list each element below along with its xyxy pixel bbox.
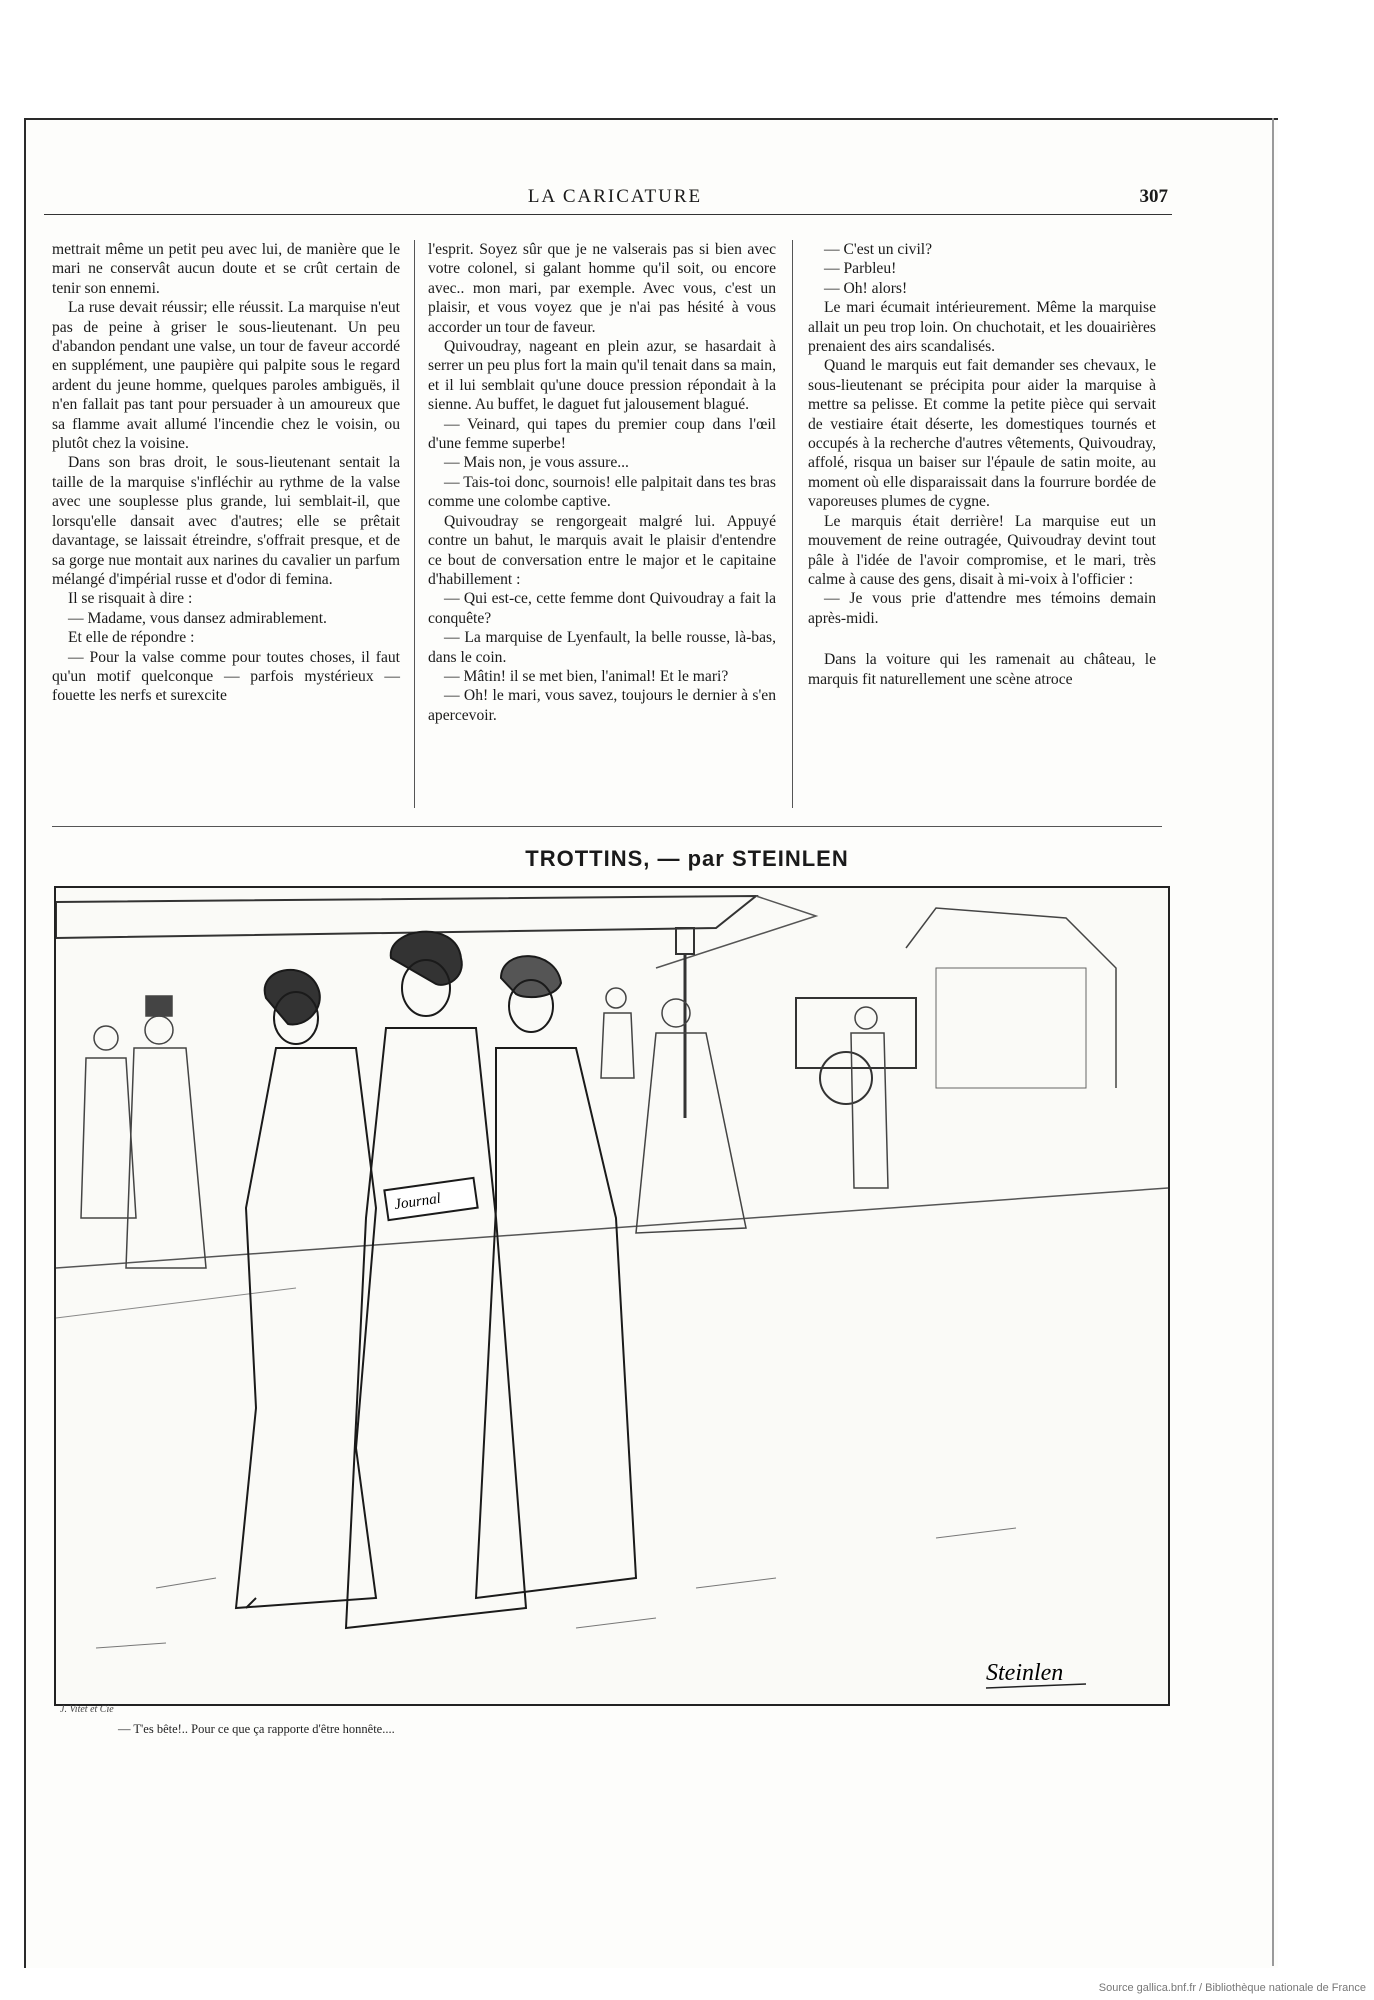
paragraph: Dans la voiture qui les ramenait au château, le marquis fit naturellement une scène atroce: [808, 651, 1156, 688]
paragraph: La ruse devait réussir; elle réussit. La marquise n'eut pas de peine à griser le sous-lieutenant. Un peu d'abandon pendant une valse, un tour de faveur accordé en supplément, une paupière qui palpite sous le regard ardent du jeune homme, quelques paroles ambiguës, il n'en fallait pas tant pour persuader à un amoureux que sa flamme avait allumé l'incendie chez le voisin, ou plutôt chez la voisine.: [52, 299, 400, 453]
curb: [56, 1288, 296, 1318]
column-separator: [414, 240, 415, 808]
page-number: 307: [1139, 186, 1168, 207]
center-woman: [346, 932, 526, 1628]
background-figures: [81, 988, 888, 1268]
paragraph: mettrait même un petit peu avec lui, de manière que le mari ne conservât aucun doute et se crût certain de tenir son ennemi.: [52, 241, 400, 297]
awning: [56, 896, 756, 938]
paragraph: — Je vous prie d'attendre mes témoins demain après-midi.: [808, 590, 1156, 627]
column-separator: [792, 240, 793, 808]
paragraph: Il se risquait à dire :: [68, 590, 193, 608]
paragraph: Le mari écumait intérieurement. Même la marquise allait un peu trop loin. On chuchotait, et les douairières prenaient des airs scandalisés.: [808, 299, 1156, 356]
carriage-wheel: [820, 1052, 872, 1104]
street-scene-drawing: [56, 888, 1168, 1704]
paragraph: — Pour la valse comme pour toutes choses, il faut qu'un motif quelconque — parfois mystérieux — fouette les nerfs et surexcite: [52, 648, 400, 705]
paragraph: — Parbleu!: [824, 260, 897, 278]
paragraph: Le marquis était derrière! La marquise eut un mouvement de reine outragée, Quivoudray devint tout pâle à l'idée de l'avoir compromise, et le mari, très calme à cause des gens, disait à mi-voix à l'officier :: [808, 512, 1156, 588]
paragraph: — Veinard, qui tapes du premier coup dans l'œil d'une femme superbe!: [428, 415, 776, 453]
paragraph: — Tais-toi donc, sournois! elle palpitait dans tes bras comme une colombe captive.: [428, 473, 776, 511]
text-column-2: [428, 240, 776, 725]
paragraph: — Mais non, je vous assure...: [444, 454, 629, 472]
running-title: LA CARICATURE: [527, 186, 703, 207]
paragraph: — Oh! alors!: [824, 279, 908, 297]
awning-edge: [656, 896, 816, 968]
rooftop: [906, 908, 1116, 1088]
street-lamp: [676, 928, 694, 954]
page-edge: [1272, 118, 1274, 1966]
paragraph: — Oh! le mari, vous savez, toujours le dernier à s'en apercevoir.: [428, 687, 776, 724]
paragraph: — Mâtin! il se met bien, l'animal! Et le mari?: [444, 667, 729, 685]
illustration-frame: [54, 886, 1170, 1706]
paragraph: — Madame, vous dansez admirablement.: [68, 609, 327, 627]
newspaper-label: Journal: [393, 1190, 442, 1214]
source-footer: Source gallica.bnf.fr / Bibliothèque nationale de France: [1098, 1982, 1366, 1994]
paragraph: Quivoudray se rengorgeait malgré lui. Appuyé contre un bahut, le marquis avait le plaisir d'entendre ce bout de conversation entre le major et le capitaine d'habillement :: [428, 512, 776, 588]
page-header: [60, 186, 1170, 210]
paragraph: Quand le marquis eut fait demander ses chevaux, le sous-lieutenant se précipita pour aider la marquise à mettre sa pelisse. Et comme la petite pièce qui servait de vestiaire était déserte, les domestiques tournés et occupés à la recherche d'autres vêtements, Quivoudray, affolé, risqua un baiser sur l'épaule de satin moite, au moment où elle disparaissait dans la fourrure bordée de vaporeuses plumes de cygne.: [808, 357, 1156, 511]
text-column-3: [808, 240, 1156, 689]
building-facade: [936, 968, 1086, 1088]
header-rule: [44, 214, 1172, 215]
section-rule: [52, 826, 1162, 827]
illustration-title: TROTTINS, — par STEINLEN: [525, 846, 849, 871]
engraver-mark: J. Vitet et Cie: [60, 1704, 114, 1715]
left-woman: [236, 970, 376, 1608]
illustration-caption: — T'es bête!.. Pour ce que ça rapporte d'être honnête....: [118, 1722, 395, 1736]
paragraph: — C'est un civil?: [824, 241, 933, 258]
paragraph: Et elle de répondre :: [68, 629, 195, 647]
paragraph: — Qui est-ce, cette femme dont Quivoudray a fait la conquête?: [428, 590, 776, 627]
text-column-1: [52, 240, 400, 706]
paragraph: Dans son bras droit, le sous-lieutenant sentait la taille de la marquise s'infléchir au rythme de la valse avec une souplesse plus grande, lui semblait-il, que lorsqu'elle dansait avec d'autres; elle se prêtait davantage, se laissait étreindre, s'offrait presque, et de sa gorge nue montait aux narines du cavalier un parfum mélangé d'impérial russe et d'odor di femina.: [52, 454, 400, 588]
paragraph: l'esprit. Soyez sûr que je ne valserais pas si bien avec votre colonel, si galant homme qu'il soit, ou encore avec.. mon mari, par exemple. Avec vous, c'est un plaisir, et vous voyez que je n'ai pas hésité à vous accorder un tour de faveur.: [428, 241, 776, 336]
paragraph: Quivoudray, nageant en plein azur, se hasardait à serrer un peu plus fort la main qu'il tenait dans sa main, et il lui semblait qu'une douce pression répondait à la sienne. Au buffet, le daguet fut jalousement blagué.: [428, 338, 776, 414]
paragraph: — La marquise de Lyenfault, la belle rousse, là-bas, dans le coin.: [428, 629, 776, 666]
artist-signature: Steinlen: [986, 1660, 1064, 1686]
